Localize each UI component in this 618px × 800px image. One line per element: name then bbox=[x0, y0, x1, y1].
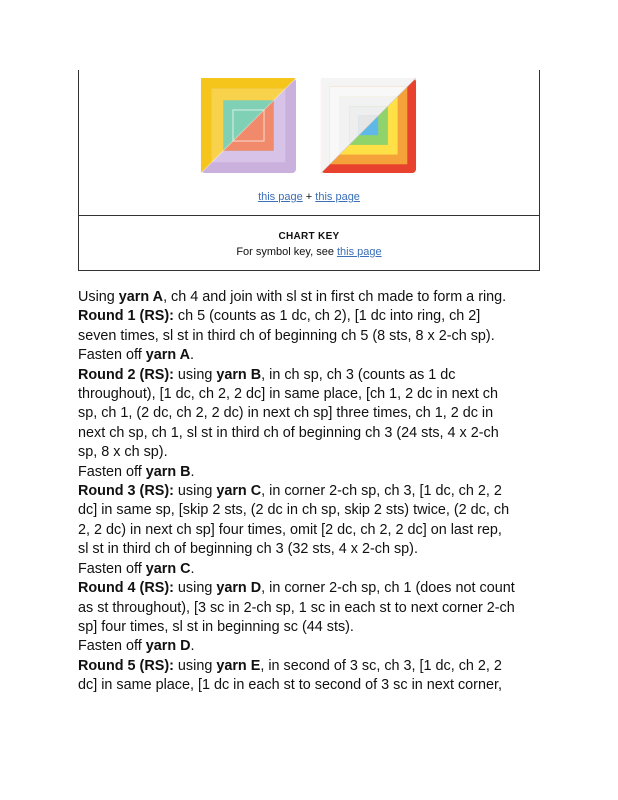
photo-links bbox=[79, 191, 539, 203]
instruction-line bbox=[78, 307, 548, 326]
instruction-text: using bbox=[173, 366, 217, 383]
bold-term: yarn C bbox=[145, 560, 191, 577]
instruction-line bbox=[78, 579, 548, 598]
instruction-text: next ch sp, ch 1, sl st in third ch of beginning ch 3 (24 sts, 4 x 2-ch bbox=[78, 424, 499, 441]
bold-term: Round 2 (RS): bbox=[78, 366, 174, 383]
bold-term: yarn D bbox=[145, 638, 191, 655]
link-this-page-1[interactable]: this page bbox=[258, 191, 303, 203]
instruction-text: ch 5 (counts as 1 dc, ch 2), [1 dc into ring, ch 2] bbox=[173, 308, 481, 325]
instruction-text: throughout), [1 dc, ch 2, 2 dc] in same place, [ch 1, 2 dc in next ch bbox=[78, 386, 498, 403]
link-this-page-2[interactable]: this page bbox=[315, 191, 360, 203]
bold-term: Round 5 (RS): bbox=[78, 657, 174, 674]
chart-key-title: CHART KEY bbox=[278, 231, 340, 242]
instruction-line bbox=[78, 366, 548, 385]
instruction-text: Fasten off bbox=[78, 463, 146, 480]
instruction-line bbox=[78, 618, 548, 637]
instruction-text: using bbox=[173, 580, 217, 597]
instruction-line bbox=[78, 540, 548, 559]
instruction-text: sp, 8 x ch sp). bbox=[78, 444, 168, 461]
instruction-text: dc] in same place, [1 dc in each st to second of 3 sc in next corner, bbox=[78, 677, 502, 694]
plus-separator: + bbox=[305, 191, 313, 203]
chart-key-sub-text: For symbol key, see bbox=[236, 246, 337, 258]
instruction-text: using bbox=[173, 657, 217, 674]
instruction-line bbox=[78, 404, 548, 423]
bold-term: yarn A bbox=[145, 347, 190, 364]
instruction-line bbox=[78, 521, 548, 540]
instruction-line bbox=[78, 385, 548, 404]
bold-term: yarn C bbox=[216, 483, 262, 500]
instruction-line bbox=[78, 482, 548, 501]
instruction-text: . bbox=[190, 638, 195, 655]
pattern-instructions bbox=[78, 288, 548, 696]
instruction-line bbox=[78, 327, 548, 346]
instruction-text: . bbox=[190, 463, 195, 480]
instruction-line bbox=[78, 443, 548, 462]
instruction-line bbox=[78, 637, 548, 656]
instruction-text: , in second of 3 sc, ch 3, [1 dc, ch 2, 2 bbox=[260, 657, 502, 674]
bold-term: yarn B bbox=[145, 463, 191, 480]
instruction-text: sl st in third ch of beginning ch 3 (32 sts, 4 x 2-ch sp). bbox=[78, 541, 418, 558]
instruction-text: . bbox=[190, 347, 194, 364]
chart-box bbox=[78, 70, 540, 271]
instruction-text: Fasten off bbox=[78, 560, 146, 577]
instruction-line bbox=[78, 346, 548, 365]
photo-panel bbox=[79, 70, 539, 216]
instruction-text: , in corner 2-ch sp, ch 3, [1 dc, ch 2, 2 bbox=[261, 483, 502, 500]
bold-term: yarn B bbox=[216, 366, 262, 383]
instruction-line bbox=[78, 599, 548, 618]
instruction-text: . bbox=[190, 560, 195, 577]
instruction-text: Fasten off bbox=[78, 638, 146, 655]
granny-square-photo-left bbox=[200, 77, 297, 174]
bold-term: yarn D bbox=[216, 580, 262, 597]
instruction-text: sp] four times, sl st in beginning sc (44 sts). bbox=[78, 618, 354, 635]
instruction-text: Fasten off bbox=[78, 347, 146, 364]
instruction-line bbox=[78, 424, 548, 443]
bold-term: Round 1 (RS): bbox=[78, 308, 174, 325]
bold-term: Round 4 (RS): bbox=[78, 580, 174, 597]
instruction-text: 2, 2 dc) in next ch sp] four times, omit [2 dc, ch 2, 2 dc] on last rep, bbox=[78, 521, 502, 538]
instruction-text: sp, ch 1, (2 dc, ch 2, 2 dc) in next ch sp] three times, ch 1, 2 dc in bbox=[78, 405, 494, 422]
instruction-text: as st throughout), [3 sc in 2-ch sp, 1 sc in each st to next corner 2-ch bbox=[78, 599, 515, 616]
instruction-text: , ch 4 and join with sl st in first ch made to form a ring. bbox=[163, 289, 507, 305]
instruction-line bbox=[78, 288, 548, 307]
bold-term: yarn A bbox=[118, 289, 164, 305]
instruction-text: , in ch sp, ch 3 (counts as 1 dc bbox=[261, 366, 456, 383]
instruction-text: using bbox=[173, 483, 217, 500]
bold-term: yarn E bbox=[216, 657, 261, 674]
link-symbol-key[interactable]: this page bbox=[337, 246, 382, 258]
instruction-line bbox=[78, 657, 548, 676]
instruction-text: Using bbox=[78, 289, 119, 305]
instruction-line bbox=[78, 676, 548, 695]
instruction-text: seven times, sl st in third ch of beginning ch 5 (8 sts, 8 x 2-ch sp). bbox=[78, 327, 495, 344]
instruction-text: , in corner 2-ch sp, ch 1 (does not count bbox=[261, 580, 515, 597]
bold-term: Round 3 (RS): bbox=[78, 483, 174, 500]
granny-square-photo-right bbox=[320, 77, 417, 174]
instruction-line bbox=[78, 501, 548, 520]
instruction-line bbox=[78, 463, 548, 482]
chart-key-subtitle bbox=[79, 246, 539, 258]
instruction-text: dc] in same sp, [skip 2 sts, (2 dc in ch sp, skip 2 sts) twice, (2 dc, ch bbox=[78, 502, 510, 519]
instruction-line bbox=[78, 560, 548, 579]
